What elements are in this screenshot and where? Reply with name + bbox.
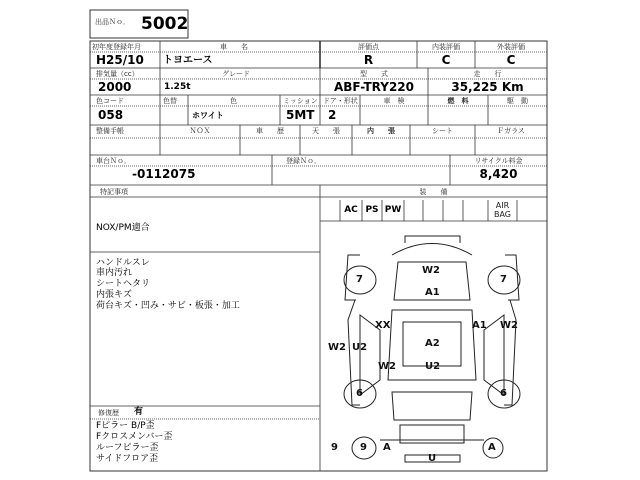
damage-mark: W2 [328,342,346,353]
reg-year-value: H25/10 [96,53,144,67]
tire-rear-right: 6 [500,388,507,399]
equip-pw: PW [384,205,402,215]
equip-ac: AC [344,205,358,215]
recycle-value: 8,420 [479,167,518,181]
model-label: 車 名 [220,43,248,51]
equip-bag: BAG [493,210,512,219]
mileage-label: 走 行 [473,70,502,78]
grade-value: 1.25t [164,82,191,92]
type-value: ABF-TRY220 [334,80,414,94]
nox-label: ＮＯＸ [189,127,211,135]
damage-mark: W2 [500,320,518,331]
damage-mark: A1 [425,287,440,298]
interior-value: C [441,53,451,67]
equip-ps: PS [365,205,379,215]
note-item: 荷台キズ・凹み・サビ・板張・加工 [96,301,240,311]
damage-mark: W2 [378,361,396,372]
spare-right: 9 [360,442,367,453]
damage-mark: XX [375,320,391,331]
service-book-label: 整備手帳 [96,127,124,135]
damage-mark: U [428,453,437,464]
mileage-value: 35,225 Km [451,80,524,94]
tire-rear-left: 6 [356,388,363,399]
score-label: 評価点 [358,43,379,51]
headliner-label: 天 張 [312,127,340,135]
chassis-value: -0112075 [132,167,196,181]
registration-label: 登録Ｎｏ． [286,157,321,165]
color-change-label: 色替 [163,97,177,105]
seat-label: シート [432,127,453,135]
fuel-label: 燃 料 [447,97,469,105]
color-code-value: 058 [98,108,124,122]
note-item: シートヘタリ [96,279,151,289]
lot-label: 出品Ｎｏ． [95,18,130,26]
chassis-label: 車台Ｎｏ． [96,157,131,165]
damage-mark: A1 [472,320,487,331]
front-glass-label: Ｆガラス [497,127,525,135]
equip-air: AIR [495,201,510,210]
note-item: 内張キズ [96,290,132,300]
mission-value: 5MT [286,108,315,122]
history-label: 車 歴 [256,127,284,135]
note-item: ハンドルスレ [96,258,150,268]
note-nox: NOX/PM適合 [96,223,150,233]
tire-front-left: 7 [356,274,363,285]
reg-year-label: 初年度登録年月 [92,43,141,51]
color-label: 色 [230,97,237,105]
repair-item: サイドフロア歪 [96,454,159,464]
repair-item: Fクロスメンバー歪 [96,432,173,442]
exterior-label: 外装評価 [497,43,525,51]
doors-value: 2 [328,108,337,122]
damage-mark: A2 [425,338,440,349]
notes-header: 特記事項 [100,188,128,196]
damage-mark: A [488,442,496,453]
color-code-label: 色コード [96,97,124,105]
type-label: 型 式 [360,70,388,78]
interior-trim-label: 内 張 [367,127,395,135]
repair-item: ルーフピラー歪 [96,443,159,453]
lot-number: 5002 [141,14,189,34]
doors-label: ドア・形状 [323,97,358,105]
equipment-header: 装 備 [419,188,448,196]
exterior-value: C [506,53,516,67]
model-value: トヨエース [163,55,213,66]
mission-label: ミッション [283,97,318,105]
drive-label: 駆 動 [507,97,528,105]
damage-mark: U2 [425,361,441,372]
displacement-value: 2000 [98,80,132,94]
tire-front-right: 7 [500,274,507,285]
displacement-label: 排気量（cc） [96,70,139,78]
spare-left: 9 [331,442,338,453]
repair-item: Fピラー B/P歪 [96,421,155,431]
interior-label: 内装評価 [432,43,460,51]
repair-value: 有 [134,407,144,417]
damage-mark: A [383,442,391,453]
capacity-label: 車 検 [383,97,405,105]
damage-mark: U2 [352,342,368,353]
score-value: R [363,53,374,67]
damage-mark: W2 [422,265,440,276]
recycle-label: リサイクル料金 [474,157,523,165]
color-value: ホワイト [192,111,224,120]
note-item: 車内汚れ [96,268,133,278]
repair-label: 修復歴 [98,409,119,417]
grade-label: グレード [222,70,250,78]
